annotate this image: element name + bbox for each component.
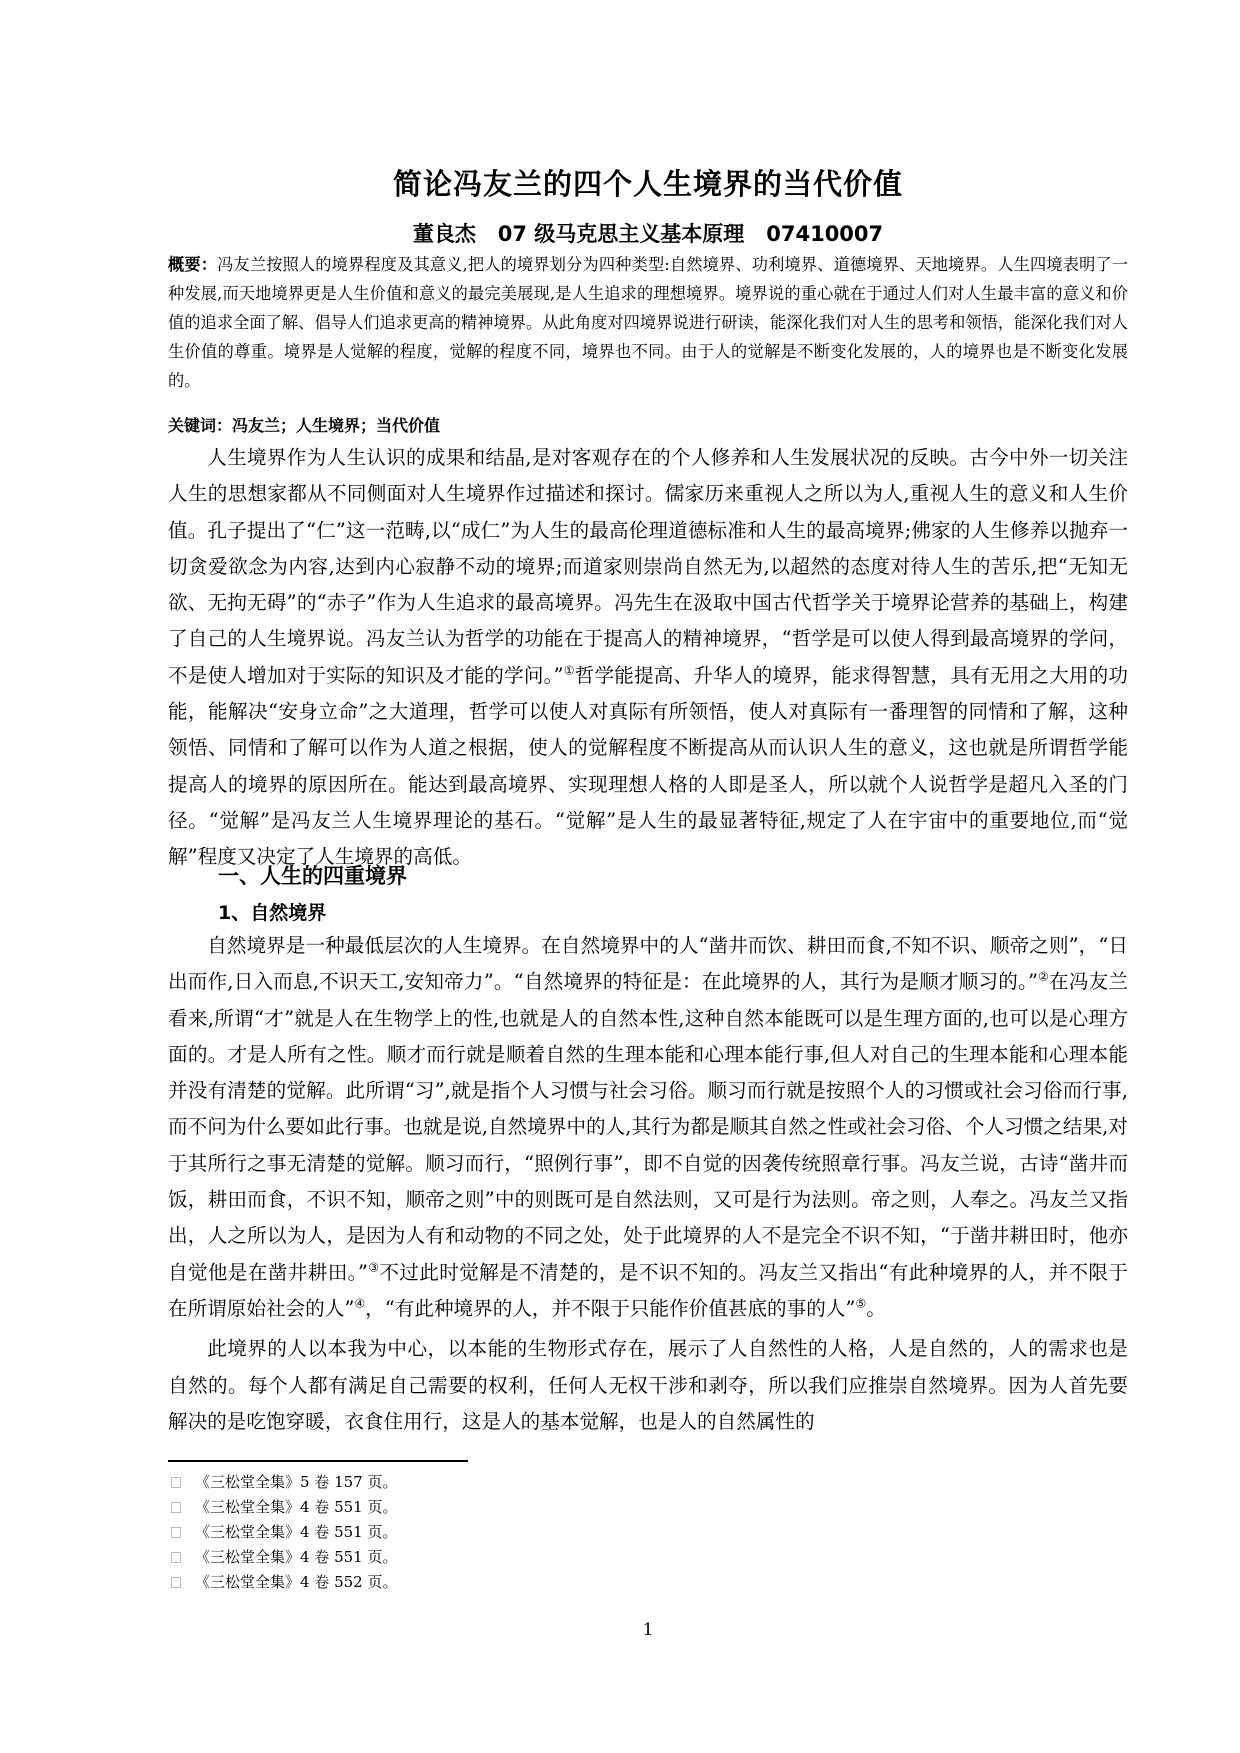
- paper-title: 简论冯友兰的四个人生境界的当代价值: [392, 167, 903, 201]
- footnote-marker-icon: [171, 1552, 181, 1563]
- natural-paragraph-2: 此境界的人以本我为中心，以本能的生物形式存在，展示了人自然性的人格，人是自然的，人的需求也是自然的。每个人都有满足自己需要的权利，任何人无权干涉和剥夺，所以我们应推崇自然境界。因为人首先要解决的是吃饱穿暖，衣食住用行，这是人的基本觉解，也是人的自然属性的: [168, 1337, 1128, 1433]
- natural-text-a: 自然境界是一种最低层次的人生境界。在自然境界中的人“凿井而饮、耕田而食,不知不识、顺帝之则”，“日出而作,日入而息,不识天工,安知帝力”。“自然境界的特征是：在此境界的人，其行为是顺才顺习的。”: [168, 934, 1128, 994]
- footnote-ref-4: ④: [354, 1296, 366, 1311]
- footnotes: [168, 1470, 1128, 1595]
- page-number: 1: [642, 1620, 654, 1640]
- footnote-item: 《三松堂全集》4 卷 551 页。: [168, 1495, 1128, 1520]
- abstract-label: 概要：: [168, 255, 218, 274]
- footnote-marker-icon: [171, 1527, 181, 1538]
- section-heading: 一、人生的四重境界: [218, 864, 407, 888]
- natural-section: [168, 928, 1128, 1440]
- footnote-item: 《三松堂全集》4 卷 552 页。: [168, 1570, 1128, 1595]
- natural-text-c: 不过此时觉解是不清楚的，是不识不知的。冯友兰又指出“有此种境界的人，并不限于在所谓原始社会的人”: [168, 1260, 1128, 1320]
- footnote-ref-5: ⑤: [855, 1296, 867, 1311]
- intro-text-2: 哲学能提高、升华人的境界，能求得智慧，具有无用之大用的功能，能解决“安身立命”之大道理，哲学可以使人对真际有所领悟，使人对真际有一番理智的同情和了解，这种领悟、同情和了解可以作为人道之根据，使人的觉解程度不断提高从而认识人生的意义，这也就是所谓哲学能提高人的境界的原因所在。能达到最高境界、实现理想人格的人即是圣人，所以就个人说哲学是超凡入圣的门径。“觉解”是冯友兰人生境界理论的基石。“觉解”是人生的最显著特征,规定了人在宇宙中的重要地位,而“觉解”程度又决定了人生境界的高低。: [168, 663, 1129, 869]
- abstract: [168, 250, 1128, 395]
- footnote-marker-icon: [171, 1577, 181, 1588]
- natural-text-d: ，“有此种境界的人，并不限于只能作价值甚底的事的人”: [365, 1296, 856, 1320]
- author-line: 董良杰 07 级马克思主义基本原理 07410007: [412, 222, 884, 246]
- footnote-ref-1: ①: [563, 663, 575, 678]
- footnote-ref-2: ②: [1038, 969, 1050, 984]
- intro-section: [168, 440, 1128, 876]
- abstract-text: 冯友兰按照人的境界程度及其意义,把人的境界划分为四种类型:自然境界、功利境界、道德境界、天地境界。人生四境表明了一种发展,而天地境界更是人生价值和意义的最完美展现,是人生追求的理想境界。境界说的重心就在于通过人们对人生最丰富的意义和价值的追求全面了解、倡导人们追求更高的精神境界。从此角度对四境界说进行研读，能深化我们对人生的思考和领悟，能深化我们对人生价值的尊重。境界是人觉解的程度，觉解的程度不同，境界也不同。由于人的觉解是不断变化发展的，人的境界也是不断变化发展的。: [168, 255, 1128, 390]
- intro-paragraph: [168, 440, 1128, 876]
- footnote-item: 《三松堂全集》4 卷 551 页。: [168, 1520, 1128, 1545]
- natural-text-b: 在冯友兰看来,所谓“才”就是人在生物学上的性,也就是人的自然本性,这种自然本能既可以是生理方面的,也可以是心理方面的。才是人所有之性。顺才而行就是顺着自然的生理本能和心理本能行事,但人对自己的生理本能和心理本能并没有清楚的觉解。此所谓“习”,就是指个人习惯与社会习俗。顺习而行就是按照个人的习惯或社会习俗而行事,而不问为什么要如此行事。也就是说,自然境界中的人,其行为都是顺其自然之性或社会习俗、个人习惯之结果,对于其所行之事无清楚的觉解。顺习而行，“照例行事”，即不自觉的因袭传统照章行事。冯友兰说，古诗“凿井而饭，耕田而食，不识不知，顺帝之则”中的则既可是自然法则，又可是行为法则。帝之则，人奉之。冯友兰又指出，人之所以为人，是因为人有和动物的不同之处，处于此境界的人不是完全不识不知，“于凿井耕田时，他亦自觉他是在凿井耕田。”: [168, 970, 1129, 1284]
- footnote-marker-icon: [171, 1477, 181, 1488]
- footnote-marker-icon: [171, 1502, 181, 1513]
- footnote-ref-3: ③: [367, 1260, 380, 1275]
- natural-paragraph-1: [168, 928, 1128, 1327]
- footnote-divider: [168, 1460, 468, 1462]
- natural-text-e: 。: [866, 1296, 886, 1320]
- intro-text-1: 人生境界作为人生认识的成果和结晶,是对客观存在的个人修养和人生发展状况的反映。古今中外一切关注人生的思想家都从不同侧面对人生境界作过描述和探讨。儒家历来重视人之所以为人,重视人生的意义和人生价值。孔子提出了“仁”这一范畴,以“成仁”为人生的最高伦理道德标准和人生的最高境界;佛家的人生修养以抛弃一切贪爱欲念为内容,达到内心寂静不动的境界;而道家则崇尚自然无为,以超然的态度对待人生的苦乐,把“无知无欲、无拘无碍”的“赤子”作为人生追求的最高境界。冯先生在汲取中国古代哲学关于境界论营养的基础上，构建了自己的人生境界说。冯友兰认为哲学的功能在于提高人的精神境界，“哲学是可以使人得到最高境界的学问，不是使人增加对于实际的知识及才能的学问。”: [168, 446, 1128, 687]
- footnote-item: 《三松堂全集》4 卷 551 页。: [168, 1545, 1128, 1570]
- subsection-heading: 1、自然境界: [218, 902, 327, 924]
- keywords: 关键词：冯友兰；人生境界；当代价值: [168, 416, 441, 435]
- footnote-item: 《三松堂全集》5 卷 157 页。: [168, 1470, 1128, 1495]
